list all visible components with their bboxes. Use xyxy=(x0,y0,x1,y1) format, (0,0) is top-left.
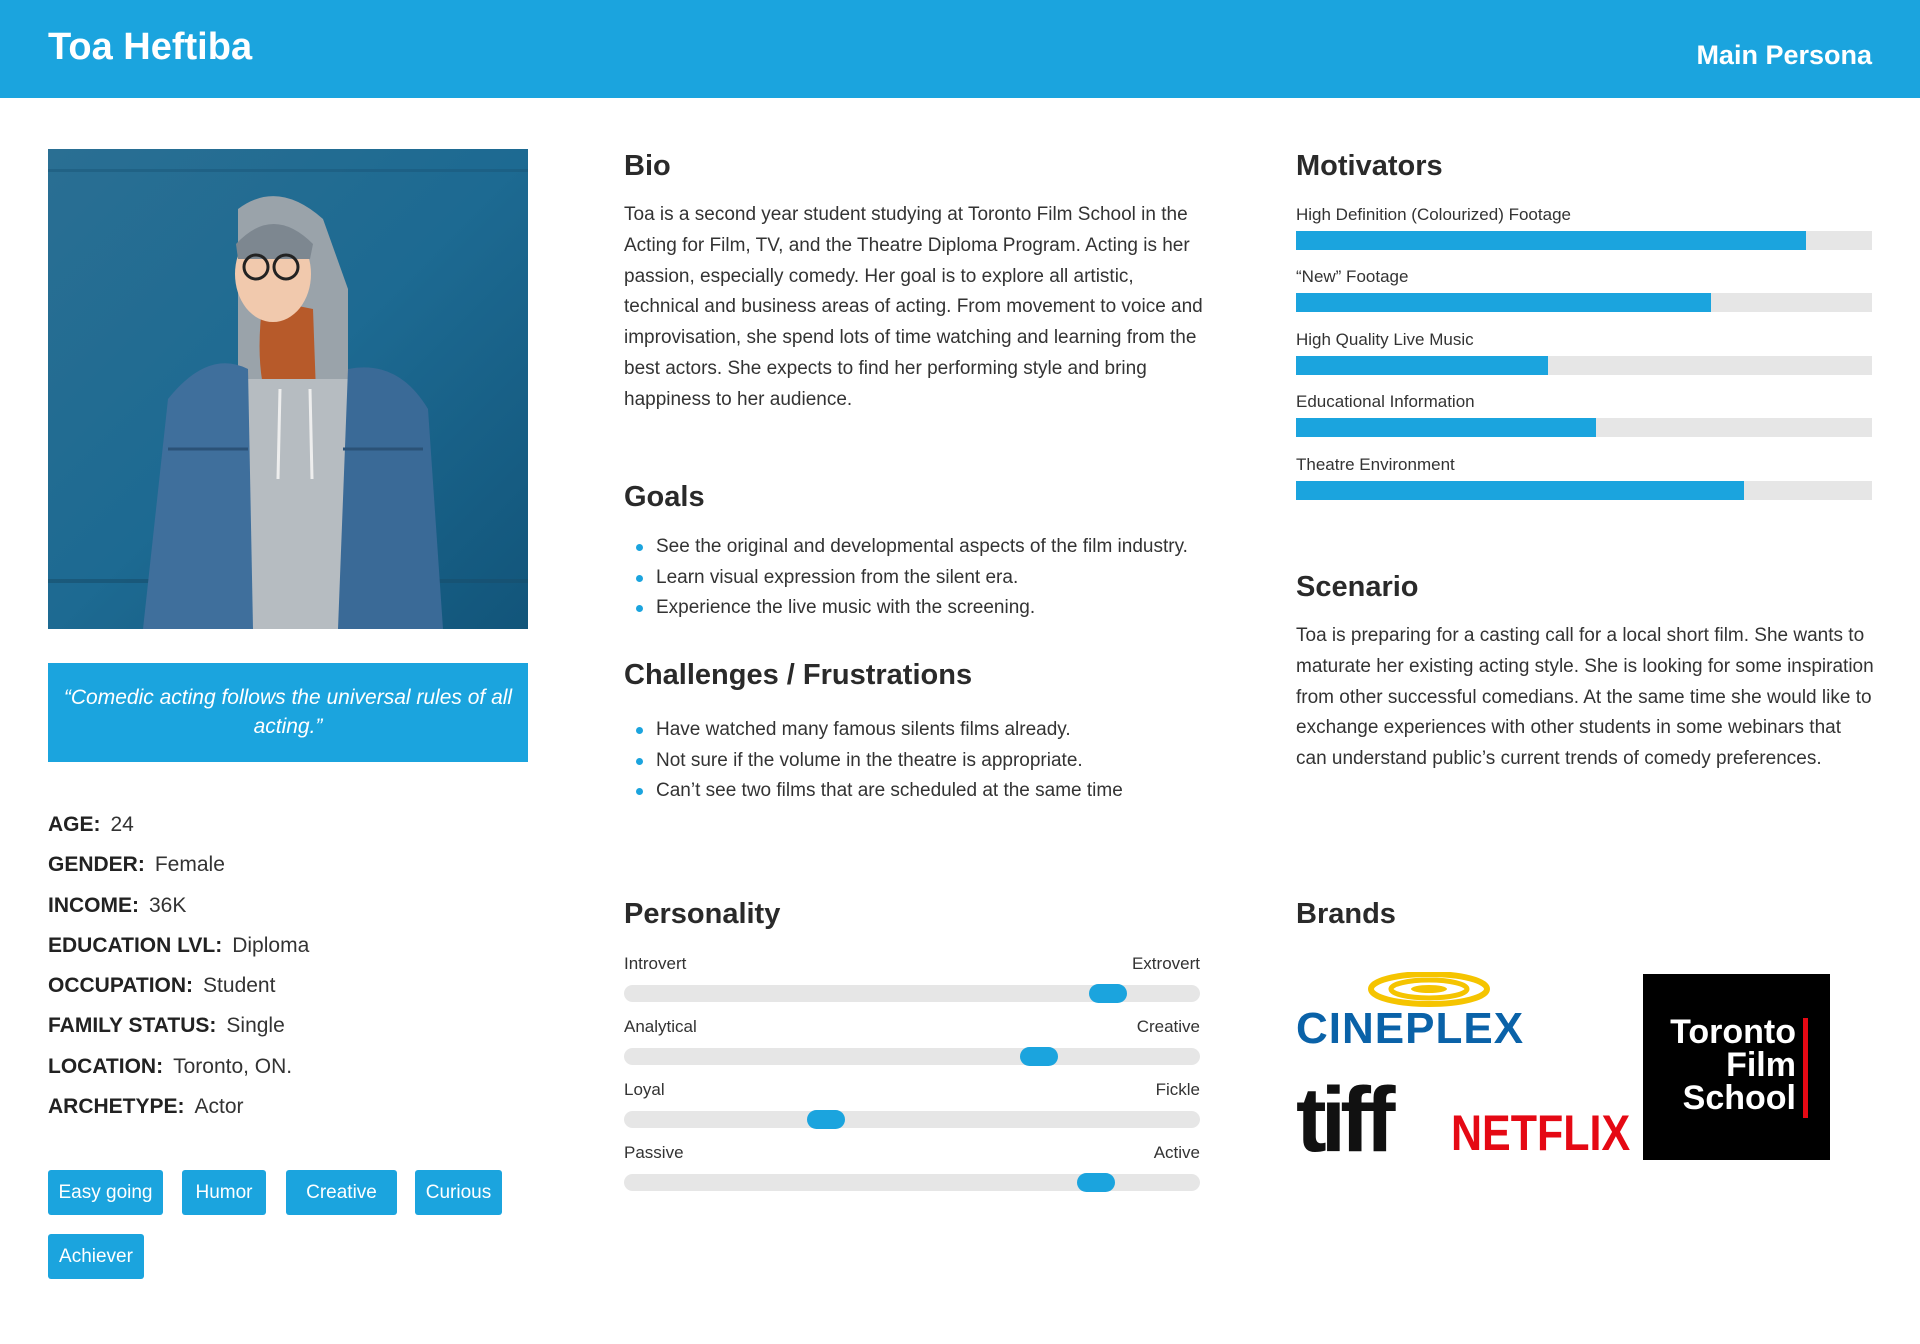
fact-key: INCOME: xyxy=(48,893,139,917)
scale-left-label: Analytical xyxy=(624,1017,697,1036)
fact-income xyxy=(48,892,528,932)
motivator-bar xyxy=(1296,392,1872,437)
list-item: Can’t see two films that are scheduled at the same time xyxy=(624,776,1123,807)
slider-track xyxy=(624,1111,1200,1128)
tfs-wordmark xyxy=(1670,1013,1796,1117)
fact-value: Single xyxy=(226,1014,285,1038)
motivator-track xyxy=(1296,481,1872,500)
trait-tag[interactable]: Curious xyxy=(415,1170,502,1215)
motivator-fill xyxy=(1296,231,1806,250)
fact-occupation xyxy=(48,972,528,1012)
motivator-track xyxy=(1296,356,1872,375)
challenges-list xyxy=(624,715,1123,807)
fact-archetype xyxy=(48,1093,528,1133)
personality-scale xyxy=(624,1017,1200,1065)
header-bar xyxy=(0,0,1920,98)
motivator-bar xyxy=(1296,267,1872,312)
fact-key: GENDER: xyxy=(48,853,145,877)
tfs-line: Toronto xyxy=(1670,1013,1796,1051)
fact-value: Diploma xyxy=(232,933,310,957)
fact-education xyxy=(48,932,528,972)
demographics-list xyxy=(48,811,528,1133)
slider-knob[interactable] xyxy=(1020,1047,1058,1066)
fact-key: EDUCATION LVL: xyxy=(48,933,223,957)
motivator-bar xyxy=(1296,455,1872,500)
fact-key: ARCHETYPE: xyxy=(48,1095,185,1119)
personality-scale xyxy=(624,1080,1200,1128)
tfs-line: Film xyxy=(1726,1046,1796,1084)
motivator-track xyxy=(1296,293,1872,312)
list-item: Experience the live music with the screening. xyxy=(624,593,1188,624)
trait-tag[interactable]: Achiever xyxy=(48,1234,144,1279)
personality-scale xyxy=(624,954,1200,1002)
scale-right-label: Extrovert xyxy=(1131,954,1200,973)
scale-right-label: Active xyxy=(1153,1143,1200,1162)
fact-value: Toronto, ON. xyxy=(173,1054,293,1078)
trait-tag[interactable]: Easy going xyxy=(48,1170,163,1215)
slider-knob[interactable] xyxy=(807,1110,845,1129)
cineplex-wordmark: CINEPLEX xyxy=(1296,1004,1525,1053)
goals-list xyxy=(624,532,1188,624)
scenario-text: Toa is preparing for a casting call for a local short film. She wants to maturate her existing acting style. She is looking for some inspiration from other successful comedians. At the same time she would like to exchange experiences with other students in some webinars that can understand public’s current trends of comedy preferences. xyxy=(1296,625,1874,770)
persona-photo xyxy=(48,149,528,629)
fact-value: Actor xyxy=(194,1095,244,1119)
persona-photo-illustration xyxy=(48,149,528,629)
scale-right-label: Fickle xyxy=(1155,1080,1200,1099)
bio-text: Toa is a second year student studying at Toronto Film School in the Acting for Film, TV, and the Theatre Diploma Program. Acting is her passion, especially comedy. Her goal is to explore all artistic, technical and business areas of acting. From movement to voice and improvisation, she spend lots of time watching and learning from the best actors. She expects to find her performing style and bring happiness to her audience. xyxy=(624,204,1203,410)
fact-key: OCCUPATION: xyxy=(48,974,194,998)
challenges-heading: Challenges / Frustrations xyxy=(624,659,973,691)
persona-name: Toa Heftiba xyxy=(48,26,253,68)
motivator-track xyxy=(1296,418,1872,437)
fact-family-status xyxy=(48,1012,528,1052)
persona-quote: “Comedic acting follows the universal rules of all acting.” xyxy=(48,663,528,762)
toronto-film-school-logo xyxy=(1643,974,1830,1160)
fact-key: AGE: xyxy=(48,813,101,836)
personality-heading: Personality xyxy=(624,898,781,930)
scale-left-label: Introvert xyxy=(624,954,687,973)
motivator-label: “New” Footage xyxy=(1296,267,1409,286)
tfs-red-bar xyxy=(1803,1018,1808,1118)
list-item: Not sure if the volume in the theatre is appropriate. xyxy=(624,746,1123,777)
slider-track xyxy=(624,1174,1200,1191)
slider-track xyxy=(624,1048,1200,1065)
fact-value: 36K xyxy=(149,893,187,917)
netflix-logo: NETFLIX xyxy=(1451,1105,1631,1161)
slider-knob[interactable] xyxy=(1089,984,1127,1003)
motivator-fill xyxy=(1296,418,1596,437)
fact-age xyxy=(48,811,528,851)
motivator-track xyxy=(1296,231,1872,250)
scale-left-label: Loyal xyxy=(624,1080,665,1099)
slider-knob[interactable] xyxy=(1077,1173,1115,1192)
motivator-fill xyxy=(1296,293,1711,312)
fact-value: 24 xyxy=(110,813,134,836)
personality-scale xyxy=(624,1143,1200,1191)
motivator-bar xyxy=(1296,205,1872,250)
fact-key: FAMILY STATUS: xyxy=(48,1014,217,1038)
motivator-label: Theatre Environment xyxy=(1296,455,1455,474)
slider-track xyxy=(624,985,1200,1002)
motivators-heading: Motivators xyxy=(1296,150,1443,182)
motivator-label: High Quality Live Music xyxy=(1296,330,1474,349)
trait-tag[interactable]: Creative xyxy=(286,1170,397,1215)
fact-value: Student xyxy=(203,974,276,998)
cineplex-logo xyxy=(1296,972,1562,1052)
persona-type-label: Main Persona xyxy=(1696,40,1872,70)
list-item: Have watched many famous silents films already. xyxy=(624,715,1123,746)
motivator-fill xyxy=(1296,356,1548,375)
scale-left-label: Passive xyxy=(624,1143,684,1162)
fact-key: LOCATION: xyxy=(48,1054,164,1078)
fact-gender xyxy=(48,851,528,891)
motivator-fill xyxy=(1296,481,1744,500)
motivator-label: High Definition (Colourized) Footage xyxy=(1296,205,1571,224)
scale-right-label: Creative xyxy=(1136,1017,1200,1036)
list-item: See the original and developmental aspects of the film industry. xyxy=(624,532,1188,563)
brands-heading: Brands xyxy=(1296,898,1396,930)
fact-location xyxy=(48,1053,528,1093)
scenario-heading: Scenario xyxy=(1296,571,1419,603)
motivator-bar xyxy=(1296,330,1872,375)
tfs-line: School xyxy=(1682,1079,1796,1117)
list-item: Learn visual expression from the silent era. xyxy=(624,563,1188,594)
goals-heading: Goals xyxy=(624,481,705,513)
motivator-label: Educational Information xyxy=(1296,392,1475,411)
bio-heading: Bio xyxy=(624,150,671,182)
fact-value: Female xyxy=(154,853,225,877)
trait-tag[interactable]: Humor xyxy=(182,1170,266,1215)
tiff-logo: tiff xyxy=(1296,1069,1390,1171)
